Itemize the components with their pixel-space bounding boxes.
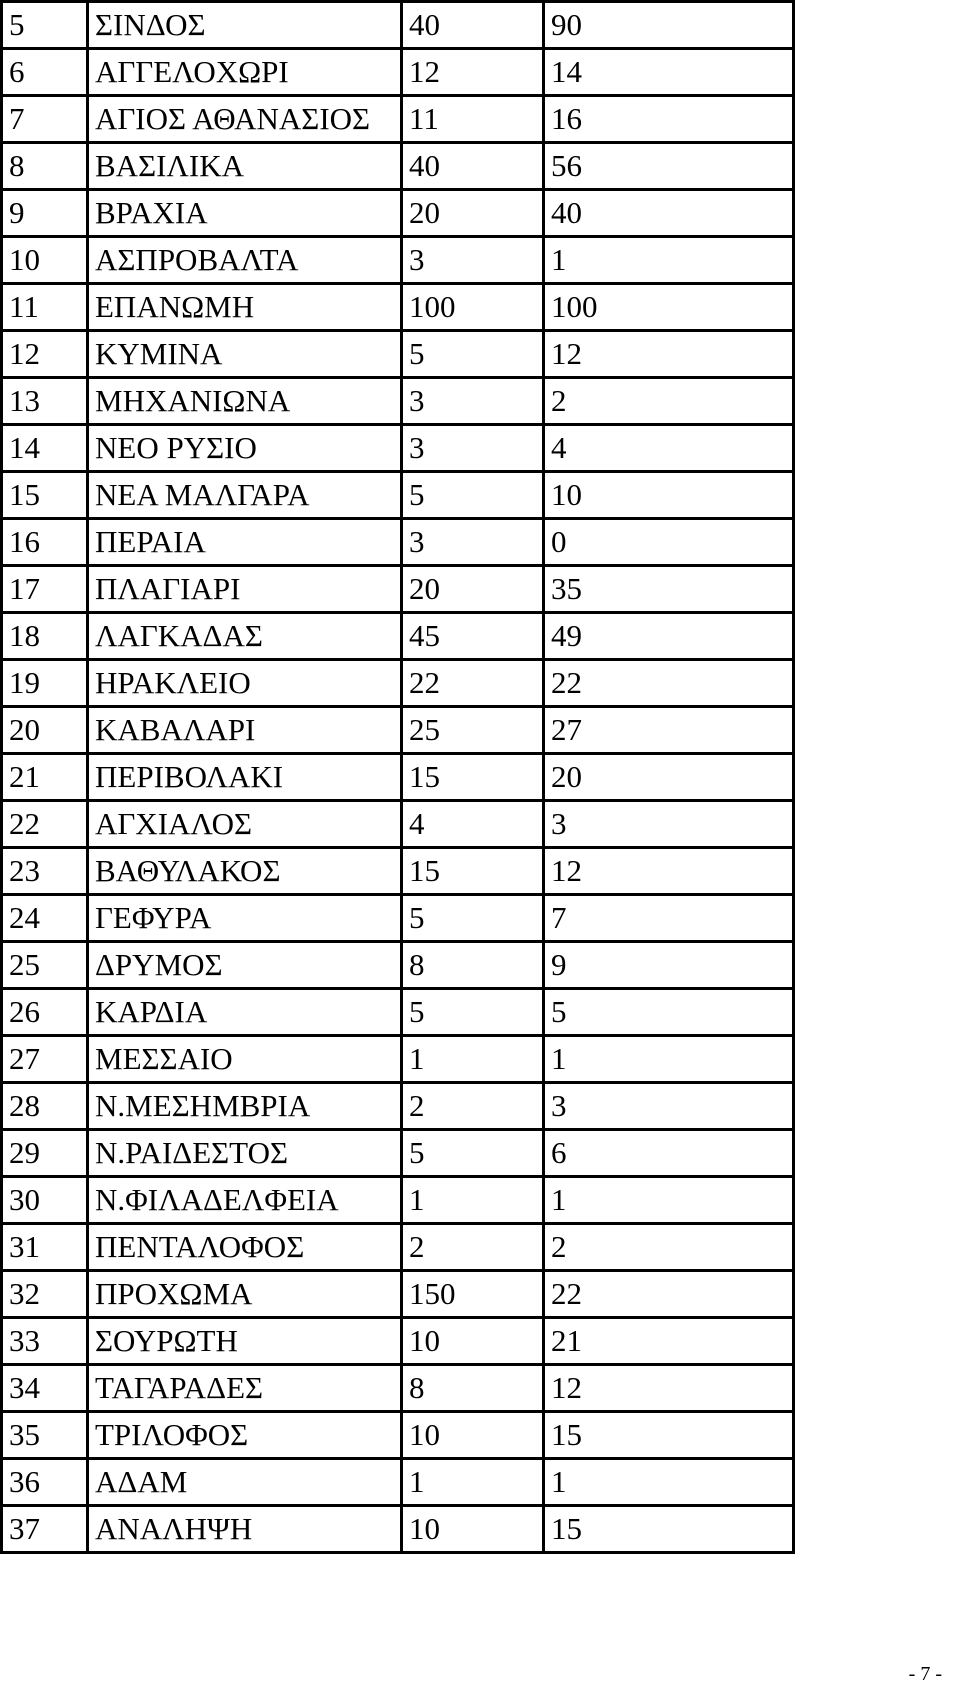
value-cell-2: 1 (544, 237, 794, 284)
row-number-cell: 13 (2, 378, 88, 425)
value-cell-2: 0 (544, 519, 794, 566)
value-cell-2: 2 (544, 1224, 794, 1271)
table-row (2, 1130, 794, 1177)
row-number-cell: 36 (2, 1459, 88, 1506)
value-cell-2: 56 (544, 143, 794, 190)
value-cell-2: 14 (544, 49, 794, 96)
value-cell-1: 40 (402, 143, 544, 190)
village-name-cell: ΠΕΝΤΑΛΟΦΟΣ (88, 1224, 402, 1271)
row-number-cell: 30 (2, 1177, 88, 1224)
row-number-cell: 20 (2, 707, 88, 754)
value-cell-1: 5 (402, 472, 544, 519)
row-number-cell: 17 (2, 566, 88, 613)
village-name-cell: ΤΑΓΑΡΑΔΕΣ (88, 1365, 402, 1412)
value-cell-1: 12 (402, 49, 544, 96)
table-row (2, 942, 794, 989)
village-name-cell: ΠΛΑΓΙΑΡΙ (88, 566, 402, 613)
village-name-cell: Ν.ΡΑΙΔΕΣΤΟΣ (88, 1130, 402, 1177)
value-cell-1: 10 (402, 1506, 544, 1553)
village-name-cell: ΚΥΜΙΝΑ (88, 331, 402, 378)
village-name-cell: ΝΕΑ ΜΑΛΓΑΡΑ (88, 472, 402, 519)
village-name-cell: ΑΣΠΡΟΒΑΛΤΑ (88, 237, 402, 284)
table-body (2, 2, 794, 1553)
village-name-cell: ΛΑΓΚΑΔΑΣ (88, 613, 402, 660)
village-name-cell: ΒΑΘΥΛΑΚΟΣ (88, 848, 402, 895)
value-cell-1: 5 (402, 1130, 544, 1177)
value-cell-2: 12 (544, 848, 794, 895)
table-row (2, 707, 794, 754)
table-row (2, 1412, 794, 1459)
value-cell-1: 11 (402, 96, 544, 143)
village-name-cell: Ν.ΦΙΛΑΔΕΛΦΕΙΑ (88, 1177, 402, 1224)
row-number-cell: 35 (2, 1412, 88, 1459)
village-name-cell: Ν.ΜΕΣΗΜΒΡΙΑ (88, 1083, 402, 1130)
village-name-cell: ΜΗΧΑΝΙΩΝΑ (88, 378, 402, 425)
value-cell-1: 100 (402, 284, 544, 331)
table-row (2, 566, 794, 613)
village-name-cell: ΣΟΥΡΩΤΗ (88, 1318, 402, 1365)
value-cell-1: 3 (402, 378, 544, 425)
table-row (2, 1036, 794, 1083)
row-number-cell: 31 (2, 1224, 88, 1271)
value-cell-2: 1 (544, 1177, 794, 1224)
village-name-cell: ΗΡΑΚΛΕΙΟ (88, 660, 402, 707)
value-cell-1: 1 (402, 1177, 544, 1224)
table-row (2, 519, 794, 566)
row-number-cell: 8 (2, 143, 88, 190)
village-name-cell: ΑΓΓΕΛΟΧΩΡΙ (88, 49, 402, 96)
village-name-cell: ΒΑΣΙΛΙΚΑ (88, 143, 402, 190)
table-row (2, 143, 794, 190)
value-cell-2: 90 (544, 2, 794, 49)
village-name-cell: ΓΕΦΥΡΑ (88, 895, 402, 942)
table-row (2, 1365, 794, 1412)
village-name-cell: ΣΙΝΔΟΣ (88, 2, 402, 49)
row-number-cell: 12 (2, 331, 88, 378)
table-row (2, 237, 794, 284)
row-number-cell: 6 (2, 49, 88, 96)
value-cell-1: 5 (402, 331, 544, 378)
value-cell-2: 10 (544, 472, 794, 519)
value-cell-2: 35 (544, 566, 794, 613)
value-cell-2: 16 (544, 96, 794, 143)
value-cell-2: 40 (544, 190, 794, 237)
village-name-cell: ΑΔΑΜ (88, 1459, 402, 1506)
village-name-cell: ΑΓΧΙΑΛΟΣ (88, 801, 402, 848)
row-number-cell: 34 (2, 1365, 88, 1412)
value-cell-2: 22 (544, 660, 794, 707)
row-number-cell: 32 (2, 1271, 88, 1318)
village-name-cell: ΑΓΙΟΣ ΑΘΑΝΑΣΙΟΣ (88, 96, 402, 143)
row-number-cell: 25 (2, 942, 88, 989)
value-cell-1: 4 (402, 801, 544, 848)
table-row (2, 848, 794, 895)
value-cell-1: 8 (402, 942, 544, 989)
value-cell-1: 2 (402, 1224, 544, 1271)
value-cell-2: 20 (544, 754, 794, 801)
value-cell-2: 1 (544, 1036, 794, 1083)
row-number-cell: 37 (2, 1506, 88, 1553)
value-cell-2: 9 (544, 942, 794, 989)
village-name-cell: ΕΠΑΝΩΜΗ (88, 284, 402, 331)
value-cell-2: 5 (544, 989, 794, 1036)
value-cell-1: 20 (402, 190, 544, 237)
table-row (2, 613, 794, 660)
row-number-cell: 19 (2, 660, 88, 707)
value-cell-1: 3 (402, 519, 544, 566)
row-number-cell: 11 (2, 284, 88, 331)
table-row (2, 989, 794, 1036)
table-row (2, 425, 794, 472)
village-name-cell: ΚΑΒΑΛΑΡΙ (88, 707, 402, 754)
table-row (2, 1083, 794, 1130)
table-row (2, 49, 794, 96)
value-cell-1: 10 (402, 1318, 544, 1365)
value-cell-1: 10 (402, 1412, 544, 1459)
value-cell-1: 3 (402, 237, 544, 284)
value-cell-1: 22 (402, 660, 544, 707)
village-name-cell: ΠΡΟΧΩΜΑ (88, 1271, 402, 1318)
table-row (2, 378, 794, 425)
table-row (2, 1318, 794, 1365)
value-cell-2: 27 (544, 707, 794, 754)
table-row (2, 96, 794, 143)
value-cell-2: 21 (544, 1318, 794, 1365)
value-cell-2: 49 (544, 613, 794, 660)
table-row (2, 754, 794, 801)
row-number-cell: 7 (2, 96, 88, 143)
value-cell-1: 25 (402, 707, 544, 754)
table-row (2, 2, 794, 49)
row-number-cell: 24 (2, 895, 88, 942)
table-row (2, 895, 794, 942)
table-row (2, 1224, 794, 1271)
page-number: - 7 - (908, 1663, 942, 1685)
value-cell-2: 22 (544, 1271, 794, 1318)
village-name-cell: ΠΕΡΑΙΑ (88, 519, 402, 566)
value-cell-2: 4 (544, 425, 794, 472)
value-cell-2: 100 (544, 284, 794, 331)
value-cell-2: 15 (544, 1506, 794, 1553)
table-row (2, 1459, 794, 1506)
value-cell-1: 150 (402, 1271, 544, 1318)
value-cell-2: 3 (544, 1083, 794, 1130)
value-cell-1: 40 (402, 2, 544, 49)
row-number-cell: 21 (2, 754, 88, 801)
value-cell-1: 1 (402, 1459, 544, 1506)
value-cell-2: 1 (544, 1459, 794, 1506)
value-cell-1: 20 (402, 566, 544, 613)
value-cell-1: 5 (402, 895, 544, 942)
row-number-cell: 33 (2, 1318, 88, 1365)
village-name-cell: ΤΡΙΛΟΦΟΣ (88, 1412, 402, 1459)
value-cell-2: 12 (544, 1365, 794, 1412)
village-name-cell: ΔΡΥΜΟΣ (88, 942, 402, 989)
row-number-cell: 22 (2, 801, 88, 848)
value-cell-1: 8 (402, 1365, 544, 1412)
table-row (2, 472, 794, 519)
table-row (2, 801, 794, 848)
village-name-cell: ΠΕΡΙΒΟΛΑΚΙ (88, 754, 402, 801)
value-cell-2: 12 (544, 331, 794, 378)
value-cell-2: 6 (544, 1130, 794, 1177)
table-row (2, 284, 794, 331)
value-cell-1: 2 (402, 1083, 544, 1130)
table-row (2, 1177, 794, 1224)
row-number-cell: 14 (2, 425, 88, 472)
table-row (2, 1271, 794, 1318)
table-row (2, 1506, 794, 1553)
value-cell-2: 2 (544, 378, 794, 425)
value-cell-1: 1 (402, 1036, 544, 1083)
village-name-cell: ΚΑΡΔΙΑ (88, 989, 402, 1036)
table-row (2, 660, 794, 707)
row-number-cell: 5 (2, 2, 88, 49)
value-cell-2: 3 (544, 801, 794, 848)
row-number-cell: 9 (2, 190, 88, 237)
row-number-cell: 26 (2, 989, 88, 1036)
village-name-cell: ΜΕΣΣΑΙΟ (88, 1036, 402, 1083)
row-number-cell: 27 (2, 1036, 88, 1083)
row-number-cell: 23 (2, 848, 88, 895)
row-number-cell: 29 (2, 1130, 88, 1177)
value-cell-1: 45 (402, 613, 544, 660)
row-number-cell: 10 (2, 237, 88, 284)
table-row (2, 190, 794, 237)
row-number-cell: 18 (2, 613, 88, 660)
village-name-cell: ΝΕΟ ΡΥΣΙΟ (88, 425, 402, 472)
value-cell-2: 7 (544, 895, 794, 942)
table-row (2, 331, 794, 378)
value-cell-1: 15 (402, 754, 544, 801)
value-cell-1: 5 (402, 989, 544, 1036)
value-cell-2: 15 (544, 1412, 794, 1459)
value-cell-1: 3 (402, 425, 544, 472)
row-number-cell: 28 (2, 1083, 88, 1130)
village-name-cell: ΒΡΑΧΙΑ (88, 190, 402, 237)
value-cell-1: 15 (402, 848, 544, 895)
village-name-cell: ΑΝΑΛΗΨΗ (88, 1506, 402, 1553)
row-number-cell: 16 (2, 519, 88, 566)
row-number-cell: 15 (2, 472, 88, 519)
